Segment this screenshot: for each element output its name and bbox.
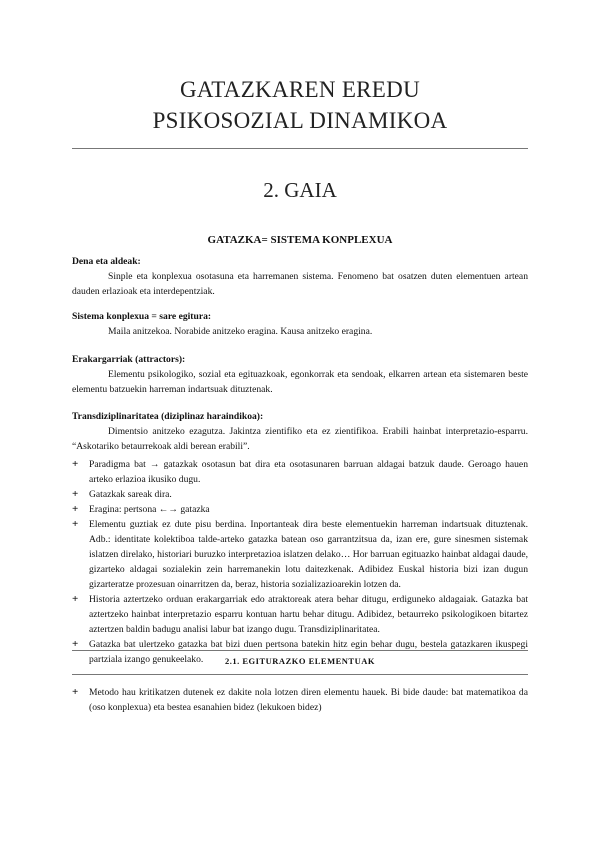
subsection-bullet-list	[72, 685, 528, 715]
section-heading: Transdiziplinaritatea (diziplinaz haraindikoa):	[72, 411, 264, 422]
section-heading: Dena eta aldeak:	[72, 256, 141, 267]
list-item	[72, 592, 528, 637]
plus-icon: +	[72, 593, 79, 605]
subsection-rule-top	[72, 650, 528, 651]
section-erakargarriak	[72, 352, 528, 397]
title-line-1: GATAZKAREN EREDU	[180, 77, 420, 102]
list-item	[72, 502, 528, 517]
list-item	[72, 517, 528, 592]
section-heading: Sistema konplexua = sare egitura:	[72, 311, 212, 322]
plus-icon: +	[72, 503, 79, 515]
list-item-text: Gatazkak sareak dira.	[89, 489, 172, 500]
section-sistema-konplexua	[72, 309, 528, 339]
section-text: Dimentsio anitzeko ezagutza. Jakintza zientifiko eta ez zientifikoa. Erabili hainbat interpretazio-esparru. “Askotariko betaurrekoak aldi berean erabili”.	[72, 426, 528, 452]
list-item-text: Paradigma bat → gatazkak osotasun bat dira eta osotasunaren barruan aldagai batzuk daude. Geroago hauen arteko erlazioa ikusiko dugu.	[89, 459, 528, 485]
section-text: Sinple eta konplexua osotasuna eta harremanen sistema. Fenomeno bat osatzen duten elementuen artean dauden erlazioak eta interdepentziak.	[72, 271, 528, 297]
title-rule	[72, 148, 528, 149]
plus-icon: +	[72, 458, 79, 470]
chapter-heading: 2. GAIA	[263, 178, 337, 202]
section-transdiziplinaritatea	[72, 409, 528, 454]
section-dena-eta-aldeak	[72, 254, 528, 299]
list-item	[72, 487, 528, 502]
list-item-text: Gatazka bat ulertzeko gatazka bat bizi duen pertsona batekin hitz egin behar dugu, bestela gatazkaren ikuspegi partziala izango genukeelako.	[89, 639, 528, 665]
subsection-rule-bottom	[72, 674, 528, 675]
bullet-list	[72, 457, 528, 667]
subsection-title: 2.1. EGITURAZKO ELEMENTUAK	[225, 656, 375, 666]
plus-icon: +	[72, 686, 79, 698]
list-item	[72, 685, 528, 715]
list-item-text: Eragina: pertsona ←→ gatazka	[89, 504, 210, 515]
section-title: GATAZKA= SISTEMA KONPLEXUA	[207, 234, 393, 246]
section-text: Maila anitzekoa. Norabide anitzeko eragina. Kausa anitzeko eragina.	[108, 326, 373, 337]
section-heading: Erakargarriak (attractors):	[72, 354, 186, 365]
document-title	[0, 74, 600, 136]
list-item-text: Metodo hau kritikatzen dutenek ez dakite nola lotzen diren elementu hauek. Bi bide daude: bat matematikoa da (oso konplexua) eta bestea esanahien bidez (lekukoen bidez)	[89, 687, 528, 713]
title-line-2: PSIKOSOZIAL DINAMIKOA	[152, 108, 448, 133]
list-item-text: Elementu guztiak ez dute pisu berdina. Inportanteak dira beste elementuekin harreman indartsuak dituztenak. Adb.: identitate kolektiboa talde-arteko gatazka batean oso garrantzitsua da, izan ere, gure sinesmen sistemak islatzen direlako, historiari buruzko interpretazioa islatzen delako… Hor barruan egituazko hainbat aldagai daude, gizarteko aldagai sozialekin zein harremanekin lotu daitezkenak. Adibidez Euskal historia bizi izan dugun gizarteratze prozesuan oinarritzen da, beraz, historia sozializazioarekin lotzen da.	[89, 519, 528, 590]
list-item-text: Historia aztertzeko orduan erakargarriak edo atraktoreak atera behar ditugu, erdiguneko aldagaiak. Gatazka bat aztertzeko hainbat interpretazio esparru kontuan hartu behar ditugu. Adibidez, betaurreko psikologikoen bitartez aztertzen baldin badugu analisi labur bat izango dugu. Transdiziplinaritatea.	[89, 594, 528, 635]
section-text: Elementu psikologiko, sozial eta egituazkoak, egonkorrak eta sendoak, elkarren artean eta sistemaren beste elementu batzuekin harreman indartsuak dituztenak.	[72, 369, 528, 395]
plus-icon: +	[72, 488, 79, 500]
plus-icon: +	[72, 638, 79, 650]
list-item	[72, 457, 528, 487]
plus-icon: +	[72, 518, 79, 530]
